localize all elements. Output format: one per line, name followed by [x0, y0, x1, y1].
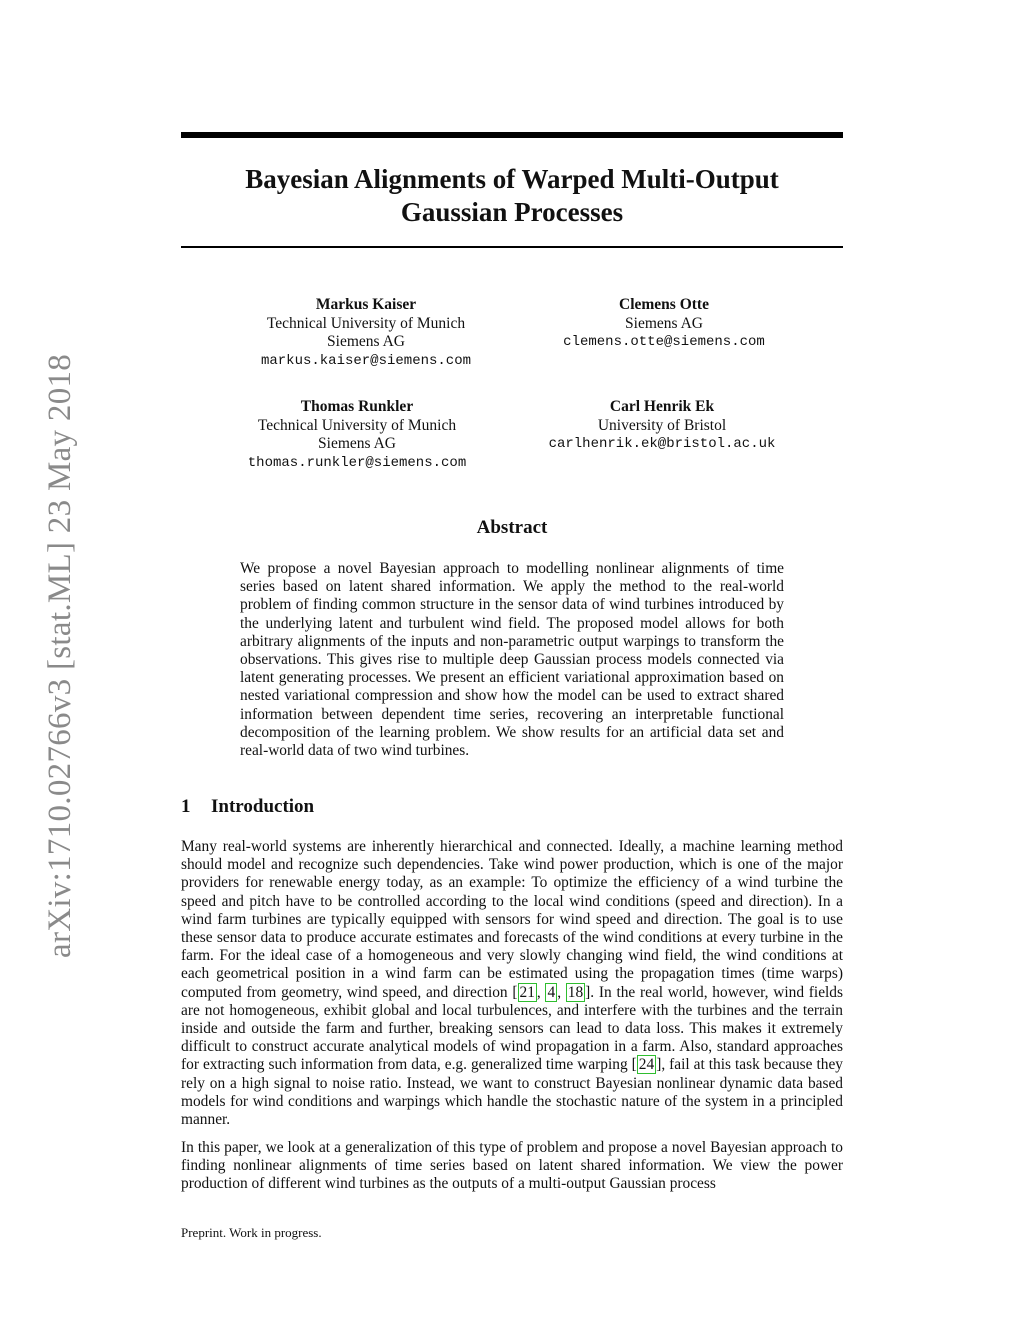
citation-link-18[interactable]: 18	[567, 983, 584, 1001]
author-affiliation: Siemens AG	[625, 314, 703, 332]
abstract-body: We propose a novel Bayesian approach to modelling nonlinear alignments of time series based on latent shared information. We apply the method to the real-world problem of finding common structure in the sensor data of wind turbines introduced by the underlying latent and turbulent wind field. The proposed model allows for both arbitrary alignments of the inputs and non-parametric output warpings to transform the observations. This gives rise to multiple deep Gaussian process models connected via latent generating processes. We present an efficient variational approximation based on nested variational compression and show how the model can be used to extract shared information between dependent time series, recovering an interpretable functional decomposition of the learning problem. We show results for an artificial data set and real-world data of two wind turbines.	[240, 560, 784, 760]
introduction-paragraph-2: In this paper, we look at a generalization of this type of problem and propose a novel Bayesian approach to finding nonlinear alignments of time series based on latent shared information. We view the power production of different wind turbines as the outputs of a multi-output Gaussian process	[181, 1139, 843, 1193]
section-heading-introduction	[181, 796, 314, 818]
author-affiliation: Technical University of Munich	[266, 314, 466, 332]
author-name: Clemens Otte	[619, 296, 709, 313]
abstract-heading: Abstract	[476, 517, 548, 538]
author-block-kaiser	[216, 296, 516, 370]
paragraph-text: Many real-world systems are inherently hierarchical and connected. Ideally, a machine learning method should model and recognize such dependencies. Take wind power production, which is one of the major providers for renewable energy today, as an example: To optimize the efficiency of a wind turbine the speed and pitch have to be controlled according to the local wind conditions (speed and direction). In a wind farm turbines are typically equipped with sensors for wind speed and direction. The goal is to use these sensor data to produce accurate estimates and forecasts of the wind conditions at every turbine in the farm. For the ideal case of a homogeneous and very slowly changing wind field, the wind conditions at each geometrical position in a wind farm can be estimated using the propagation times (time warps) computed from geometry, wind speed, and direction [	[181, 838, 843, 1001]
title-line-1: Bayesian Alignments of Warped Multi-Output	[245, 164, 779, 194]
citation-link-4[interactable]: 4	[547, 983, 556, 1001]
author-affiliation: Technical University of Munich	[257, 416, 457, 434]
author-email: markus.kaiser@siemens.com	[260, 352, 472, 369]
citation-separator: ,	[557, 983, 566, 1001]
author-affiliation: University of Bristol	[597, 416, 727, 434]
arxiv-sidebar-stamp: arXiv:1710.02766v3 [stat.ML] 23 May 2018	[42, 353, 78, 958]
title-bottom-rule	[181, 246, 843, 248]
title-top-rule	[181, 132, 843, 138]
author-block-ek	[512, 398, 812, 454]
paragraph-text: ]. In the real world, however, wind fields are not homogeneous, exhibit global and local turbulences, and interfere with the turbines and the terrain inside and outside the farm and further, breaking sensors can lead to data loss. This makes it extremely difficult to construct accurate analytical models of wind propagation in a farm. Also, standard approaches for extracting such information from data, e.g. generalized time warping [	[181, 983, 843, 1074]
author-email: carlhenrik.ek@bristol.ac.uk	[548, 436, 776, 452]
author-email: thomas.runkler@siemens.com	[247, 454, 467, 471]
paragraph-text: ], fail at this task because they rely on a high signal to noise ratio. Instead, we want to construct Bayesian nonlinear dynamic data based models for wind conditions and warpings which handle the stochastic nature of the system in a principled manner.	[181, 1056, 844, 1129]
section-title: Introduction	[211, 796, 315, 817]
introduction-paragraph-1	[181, 838, 843, 1129]
author-affiliation: Siemens AG	[318, 435, 396, 452]
citation-separator: ,	[536, 983, 546, 1001]
section-number: 1	[181, 796, 191, 817]
author-block-otte	[514, 296, 814, 352]
author-name: Carl Henrik Ek	[609, 398, 715, 415]
author-block-runkler	[207, 398, 507, 472]
title-line-2: Gaussian Processes	[400, 197, 624, 227]
author-affiliation: Siemens AG	[327, 333, 405, 350]
author-name: Markus Kaiser	[315, 296, 417, 313]
footer-note: Preprint. Work in progress.	[181, 1225, 322, 1240]
author-email: clemens.otte@siemens.com	[563, 334, 765, 350]
citation-link-24[interactable]: 24	[638, 1056, 655, 1074]
paper-title	[181, 163, 843, 229]
author-name: Thomas Runkler	[300, 398, 414, 415]
citation-link-21[interactable]: 21	[519, 983, 535, 1001]
